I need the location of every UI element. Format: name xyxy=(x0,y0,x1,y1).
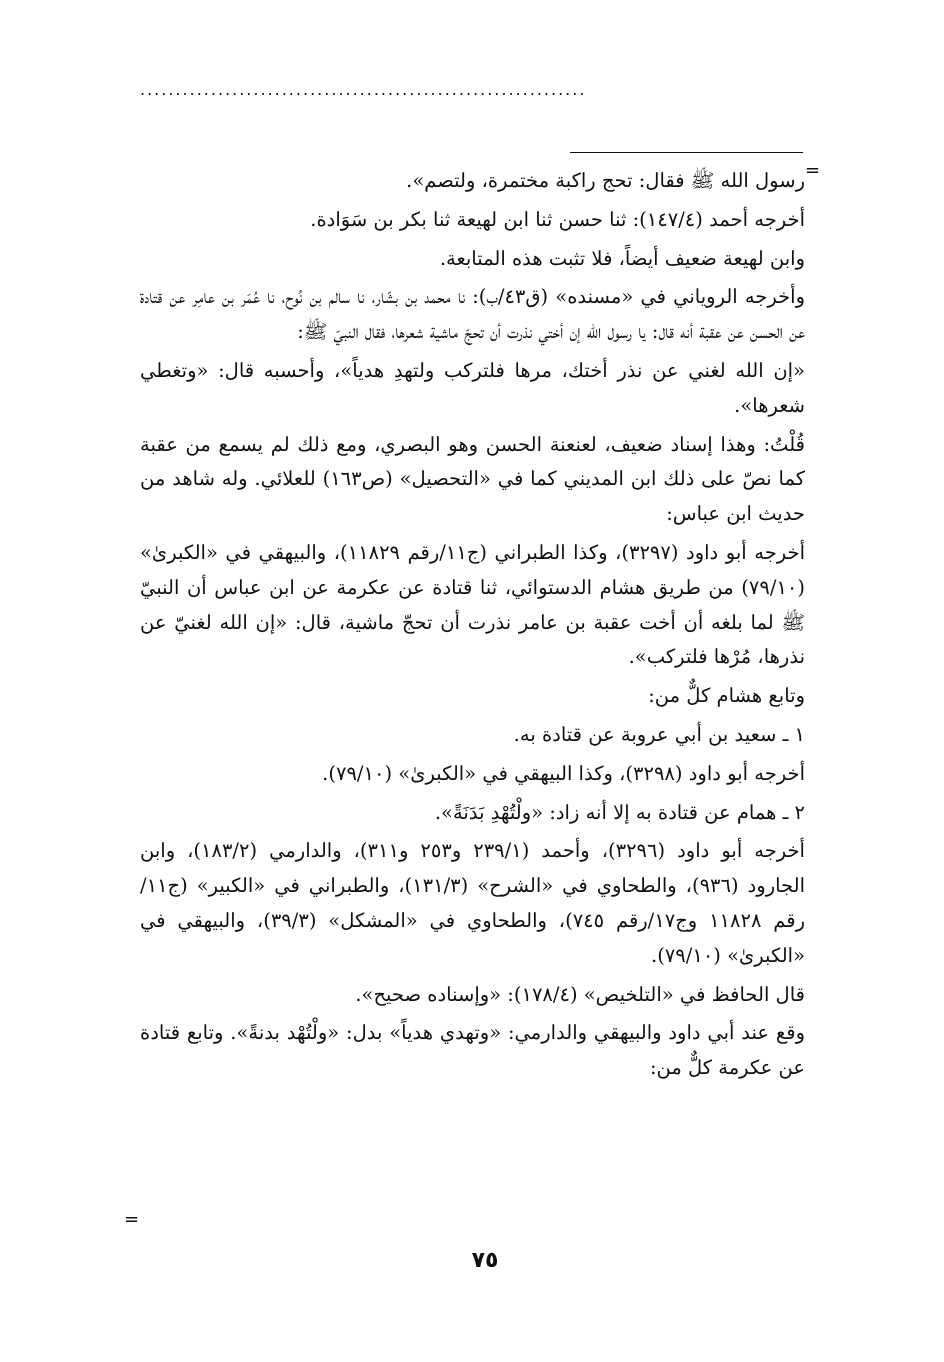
paragraph-10: أخرجه أبو داود (٣٢٩٨)، وكذا البيهقي في «الكبرىٰ» (٧٩/١٠). xyxy=(322,761,805,785)
paragraph-8: وتابع هشام كلٌّ من: xyxy=(648,684,805,708)
paragraph-4: وأخرجه الروياني في «مسنده» (ق٤٣/ب): نا محمد بن بشّار، نا سالم بن نُوح، نا عُمَر بن عامِر عن قتادة عن الحسن عن عقبة أنه قال: يا رسول الله إن أختي نذرت أن تحجّ ماشية شعرها، فقال النبيّ ﷺ: xyxy=(140,285,805,344)
paragraph-3: وابن لهيعة ضعيف أيضاً، فلا تثبت هذه المتابعة. xyxy=(439,246,805,270)
page-body-text xyxy=(140,164,805,1090)
paragraph-9: ١ ـ سعيد بن أبي عروبة عن قتادة به. xyxy=(513,722,805,746)
paragraph-7: أخرجه أبو داود (٣٢٩٧)، وكذا الطبراني (ج١١/رقم ١١٨٢٩)، والبيهقي في «الكبرىٰ» (٧٩/١٠) من طريق هشام الدستوائي، ثنا قتادة عن عكرمة عن ابن عباس أن النبيّ ﷺ لما بلغه أن أخت عقبة بن عامر نذرت أن تحجّ ماشية، قال: «إن الله لغنيّ عن نذرها، مُرْها فلتركب». xyxy=(140,540,805,669)
paragraph-5: «إن الله لغني عن نذر أختك، مرها فلتركب ولتهدِ هدياً»، وأحسبه قال: «وتغطي شعرها». xyxy=(140,358,805,417)
paragraph-1: رسول الله ﷺ فقال: تحج راكبة مختمرة، ولتصم». xyxy=(406,169,805,192)
paragraph-6: قُلْتُ: وهذا إسناد ضعيف، لعنعنة الحسن وهو البصري، ومع ذلك لم يسمع من عقبة كما نصّ على ذلك ابن المديني كما في «التحصيل» (ص١٦٣) للعلائي. وله شاهد من حديث ابن عباس: xyxy=(140,432,806,526)
paragraph-11: ٢ ـ همام عن قتادة به إلا أنه زاد: «ولْتُهْدِ بَدَنَةً». xyxy=(434,800,805,824)
paragraph-13: قال الحافظ في «التلخيص» (١٧٨/٤): «وإسناده صحيح». xyxy=(355,982,805,1006)
page-number: ٧٥ xyxy=(471,1248,499,1273)
continuation-mark-top: = xyxy=(805,160,821,181)
footnote-separator-rule xyxy=(570,152,803,153)
paragraph-14: وقع عند أبي داود والبيهقي والدارمي: «وتهدي هدياً» بدل: «ولْتُهْد بدنةً». وتابع قتادة عن عكرمة كلٌّ من: xyxy=(140,1021,805,1080)
paragraph-2: أخرجه أحمد (١٤٧/٤): ثنا حسن ثنا ابن لهيعة ثنا بكر بن سَوَادة. xyxy=(310,207,805,231)
paragraph-12: أخرجه أبو داود (٣٢٩٦)، وأحمد (٢٣٩/١ و٢٥٣ و٣١١)، والدارمي (١٨٣/٢)، وابن الجارود (٩٣٦)، والطحاوي في «الشرح» (١٣١/٣)، والطبراني في «الكبير» (ج١١/رقم ١١٨٢٨ وج١٧/رقم ٧٤٥)، والطحاوي في «المشكل» (٣٩/٣)، والبيهقي في «الكبرىٰ» (٧٩/١٠). xyxy=(140,839,806,967)
dot-leader: ............................................................... xyxy=(140,80,587,99)
continuation-mark-bottom: = xyxy=(124,1209,140,1230)
